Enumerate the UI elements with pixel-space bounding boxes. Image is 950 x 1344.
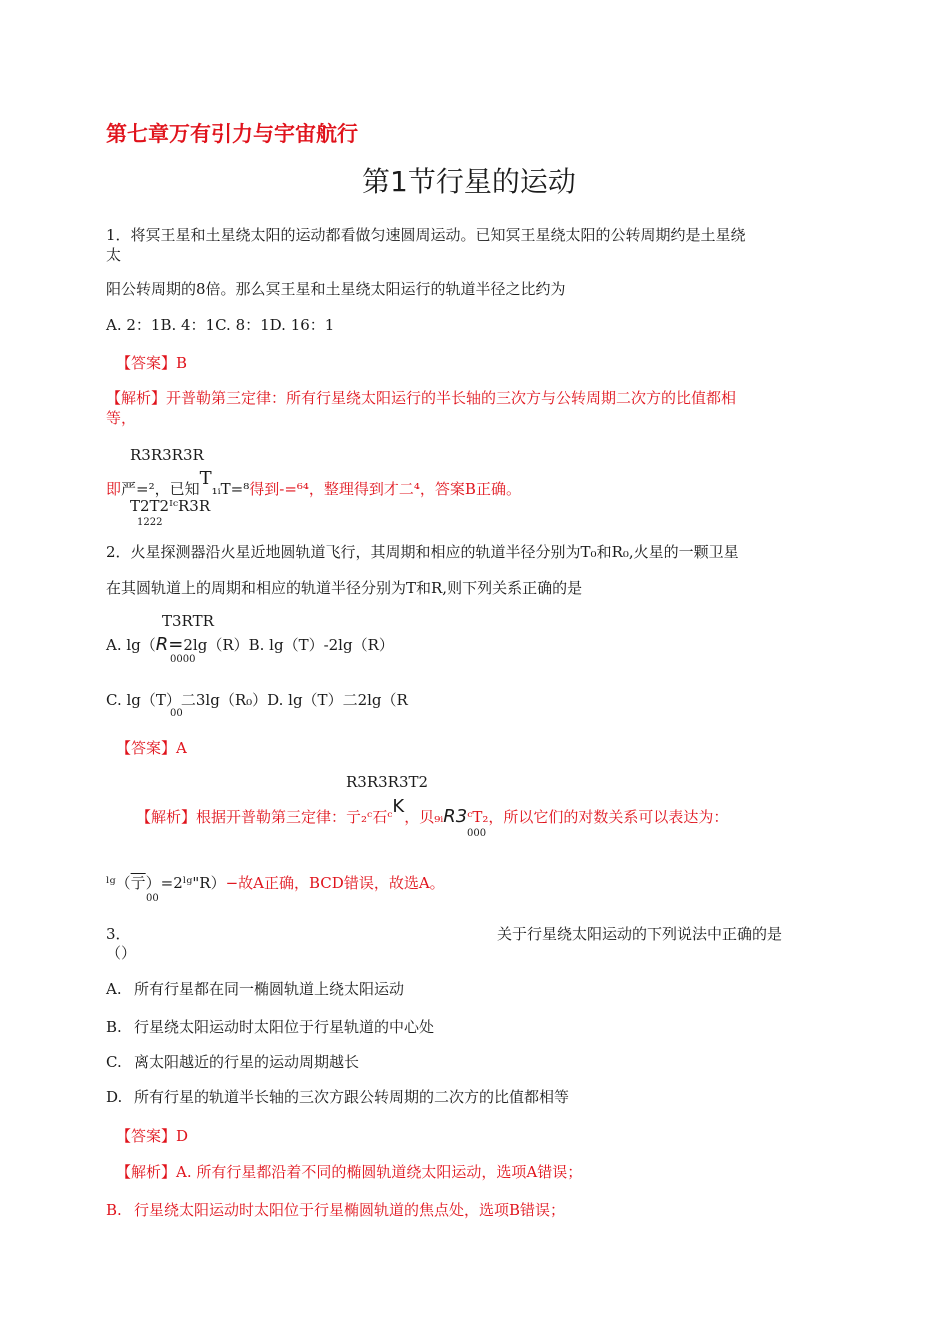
q2-analysis-R3: R3 xyxy=(443,806,468,827)
q2-log-relation-d: −故A正确，BCD错误，故选A。 xyxy=(225,874,445,892)
q1-stem-line1b: 太 xyxy=(106,246,122,264)
q2-options-ab-b: 2lg（R）B. lg（T）-2lg（R） xyxy=(183,636,394,654)
q1-formula-top: R3R3R3R xyxy=(130,446,204,464)
q2-log-subscripts: 00 xyxy=(146,893,159,904)
q2-analysis-end: ᶜT₂，所以它们的对数关系可以表达为： xyxy=(467,808,729,826)
q3-analysis-line2-text: 行星绕太阳运动时太阳位于行星椭圆轨道的焦点处，选项B错误； xyxy=(134,1201,566,1219)
q2-options-cd: C. lg（T）二3lg（R₀）D. lg（T）二2lg（R xyxy=(106,691,408,709)
q3-number: 3． xyxy=(106,925,131,943)
q2-answer: 【答案】A xyxy=(116,739,187,757)
q2-options-ab-subscripts: 0000 xyxy=(170,654,196,665)
q3-analysis-line1: 【解析】A. 所有行星都沿着不同的椭圆轨道绕太阳运动，选项A错误； xyxy=(116,1163,583,1181)
q2-options-ab xyxy=(106,634,394,655)
q2-log-relation-a: ˡᵍ（ xyxy=(106,874,131,892)
q2-options-ab-a: A. lg（ xyxy=(106,636,156,654)
q2-log-relation-c: ）=2ˡᵍ"R） xyxy=(145,874,226,892)
q1-formula-mid-a: 即 xyxy=(106,480,122,498)
q3-option-c-letter: C. xyxy=(106,1053,122,1071)
q1-formula-mid-b: 严=²，已知 xyxy=(121,480,200,498)
q1-answer: 【答案】B xyxy=(116,354,188,372)
q1-formula-mid-d: 得到-=⁶⁴，整理得到才二⁴，答案B正确。 xyxy=(249,480,521,498)
q2-options-ab-R: R= xyxy=(155,634,184,655)
q3-option-d-letter: D. xyxy=(106,1088,123,1106)
q3-option-b xyxy=(106,1016,434,1037)
q3-blank-paren: （） xyxy=(106,944,137,962)
q3-option-a-text: 所有行星都在同一椭圆轨道上绕太阳运动 xyxy=(134,980,405,998)
q1-stem-line2: 阳公转周期的8倍。那么冥王星和土星绕太阳运行的轨道半径之比约为 xyxy=(106,280,566,298)
q3-stem: 关于行星绕太阳运动的下列说法中正确的是 xyxy=(497,925,783,943)
section-title: 第1节行星的运动 xyxy=(362,165,576,198)
q2-options-cd-subscripts: 00 xyxy=(170,708,183,719)
q3-option-c xyxy=(106,1051,359,1072)
q1-formula-bottom: T2T2ᴵᶜR3R xyxy=(130,497,211,515)
q1-formula-mid-c: ₁ᵢT=⁸ xyxy=(211,480,250,498)
q3-option-d-text: 所有行星的轨道半长轴的三次方跟公转周期的二次方的比值都相等 xyxy=(134,1088,570,1106)
q2-analysis xyxy=(136,796,729,827)
q3-option-b-letter: B. xyxy=(106,1018,122,1036)
q3-analysis-line2-letter: B. xyxy=(106,1201,122,1219)
q1-analysis-line1: 【解析】开普勒第三定律：所有行星绕太阳运行的半长轴的三次方与公转周期二次方的比值都相 xyxy=(106,389,737,407)
chapter-title: 第七章万有引力与宇宙航行 xyxy=(106,122,358,146)
q2-stem-line2: 在其圆轨道上的周期和相应的轨道半径分别为T和R,则下列关系正确的是 xyxy=(106,579,583,597)
q2-stem-line1: 2．火星探测器沿火星近地圆轨道飞行，其周期和相应的轨道半径分别为T₀和R₀,火星的一颗卫星 xyxy=(106,543,739,561)
q1-stem-line1: 1．将冥王星和土星绕太阳的运动都看做匀速圆周运动。已知冥王星绕太阳的公转周期约是土星绕 xyxy=(106,226,746,244)
q3-option-d xyxy=(106,1086,569,1107)
q2-log-relation xyxy=(106,872,445,893)
q2-analysis-main: 【解析】根据开普勒第三定律：亍₂ᶜ石ᶜ xyxy=(136,808,393,826)
q1-formula-subscripts: 1222 xyxy=(137,517,163,528)
q2-analysis-formula-top: R3R3R3T2 xyxy=(346,773,429,791)
q3-analysis-line2 xyxy=(106,1199,565,1220)
q1-formula-mid-T: T xyxy=(199,468,212,489)
q1-options: A. 2：1B. 4：1C. 8：1D. 16：1 xyxy=(106,316,335,334)
q2-analysis-subscripts: 000 xyxy=(467,828,487,839)
q1-analysis-line1b: 等， xyxy=(106,409,137,427)
q2-analysis-mid: ，贝₉ᵢ xyxy=(404,808,444,826)
q3-option-c-text: 离太阳越近的行星的运动周期越长 xyxy=(134,1053,360,1071)
q3-option-b-text: 行星绕太阳运动时太阳位于行星轨道的中心处 xyxy=(134,1018,435,1036)
q2-analysis-K: K xyxy=(392,796,405,817)
q3-option-a xyxy=(106,978,404,999)
q2-log-relation-b: 亍 xyxy=(130,874,146,892)
q3-answer: 【答案】D xyxy=(116,1127,189,1145)
q2-options-ab-top: T3RTR xyxy=(162,612,214,630)
q3-option-a-letter: A. xyxy=(106,980,122,998)
q1-formula-mid xyxy=(106,468,521,499)
